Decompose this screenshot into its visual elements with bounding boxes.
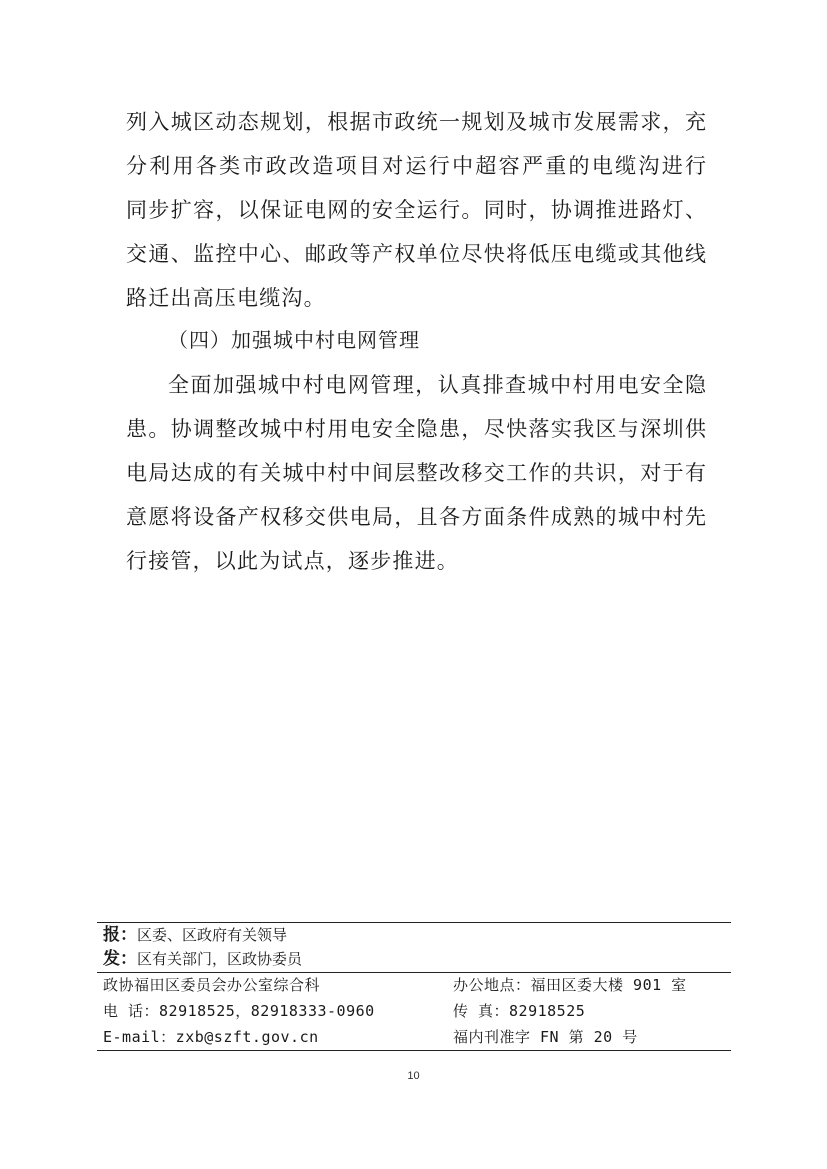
- section-heading: （四）加强城中村电网管理: [168, 328, 420, 352]
- body-line: 意愿将设备产权移交供电局，且各方面条件成熟的城中村先: [126, 505, 706, 529]
- body-line: 电局达成的有关城中村中间层整改移交工作的共识，对于有: [126, 461, 706, 485]
- body-line: 交通、监控中心、邮政等产权单位尽快将低压电缆或其他线: [126, 242, 706, 266]
- permit-number: 福内刊准字 FN 第 20 号: [453, 1028, 638, 1046]
- fax: 传 真：82918525: [453, 1002, 586, 1020]
- body-line: 列入城区动态规划，根据市政统一规划及城市发展需求，充: [126, 110, 706, 134]
- report-label: 报：: [103, 925, 137, 945]
- report-to-row: [103, 924, 287, 946]
- send-to: 区有关部门，区政协委员: [137, 950, 303, 968]
- report-to: 区委、区政府有关领导: [137, 926, 288, 944]
- body-line: 患。协调整改城中村用电安全隐患，尽快落实我区与深圳供: [126, 417, 706, 441]
- phone: 电 话：82918525，82918333-0960: [103, 1002, 375, 1020]
- body-line: 行接管，以此为试点，逐步推进。: [126, 549, 459, 573]
- issuer: 政协福田区委员会办公室综合科: [103, 976, 321, 994]
- body-line: 路迁出高压电缆沟。: [126, 286, 326, 310]
- footer-middle-rule: [97, 972, 731, 973]
- office-address: 办公地点：福田区委大楼 901 室: [453, 976, 687, 994]
- body-line: 全面加强城中村电网管理，认真排查城中村用电安全隐: [168, 373, 706, 397]
- body-line: 同步扩容，以保证电网的安全运行。同时，协调推进路灯、: [126, 198, 706, 222]
- email: E-mail：zxb@szft.gov.cn: [103, 1028, 319, 1046]
- body-line: 分利用各类市政改造项目对运行中超容严重的电缆沟进行: [126, 154, 706, 178]
- footer-bottom-rule: [97, 1050, 731, 1051]
- send-label: 发：: [103, 949, 137, 969]
- page-number: 10: [407, 1070, 420, 1082]
- footer-top-rule: [97, 922, 731, 923]
- send-to-row: [103, 948, 302, 970]
